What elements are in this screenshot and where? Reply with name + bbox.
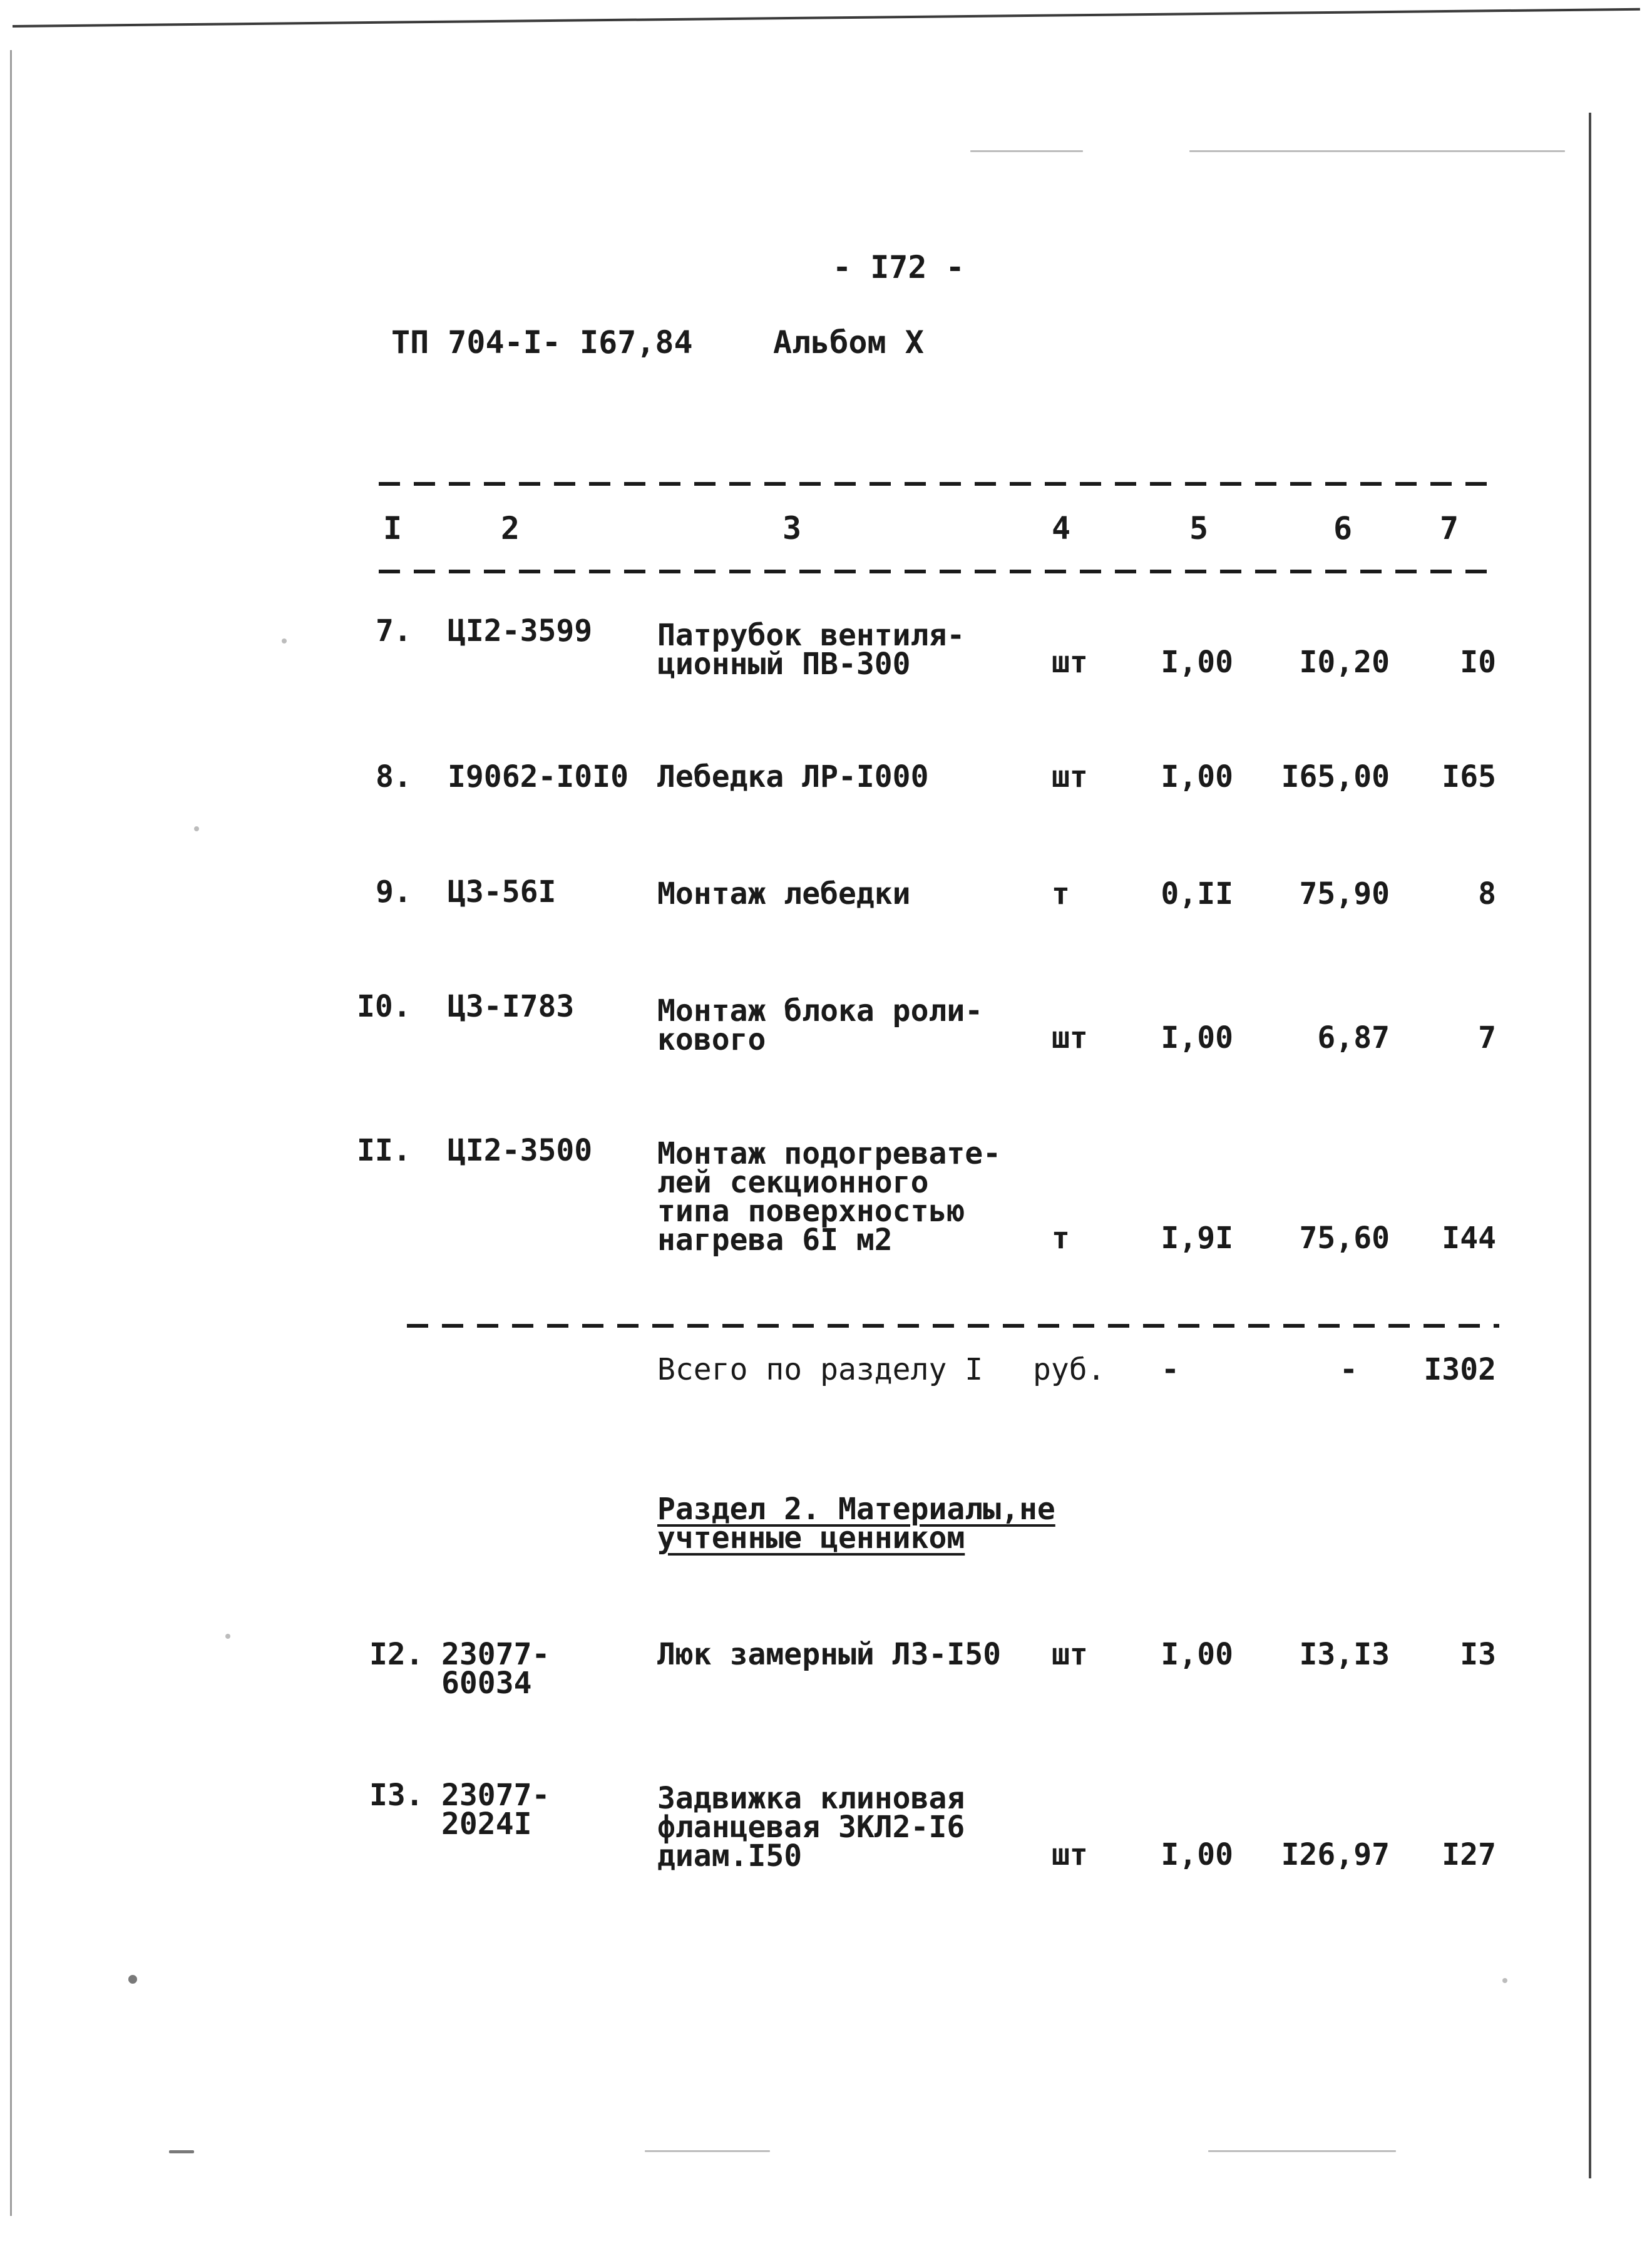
row-12-qty: I,00 (1161, 1637, 1233, 1672)
row-10-price: 6,87 (1317, 1020, 1390, 1055)
scan-speck (970, 150, 1083, 152)
scan-speck (282, 638, 287, 643)
row-9-code: Ц3-56I (448, 874, 557, 910)
row-8-price: I65,00 (1281, 759, 1390, 794)
row-11-name: Монтаж подогревате- лей секционного типа поверхностью нагрева 6I м2 (657, 1136, 1002, 1258)
row-10-total: 7 (1478, 1020, 1496, 1055)
row-7-name: Патрубок вентиля- ционный ПВ-300 (657, 618, 965, 682)
scan-speck (645, 2150, 770, 2152)
subtotal-rule (407, 1324, 1499, 1328)
row-13-no: I3. (369, 1778, 424, 1813)
row-11-price: 75,60 (1299, 1221, 1390, 1256)
column-header-6: 6 (1333, 510, 1353, 546)
row-8-unit: шт (1052, 759, 1088, 794)
subtotal-unit: руб. (1033, 1352, 1106, 1387)
row-12-price: I3,I3 (1299, 1637, 1390, 1672)
row-13-unit: шт (1052, 1837, 1088, 1872)
section-2-title: Раздел 2. Материалы,не учтенные ценником (657, 1492, 1055, 1556)
row-8-code: I9062-I0I0 (448, 759, 628, 794)
row-11-unit: т (1052, 1221, 1070, 1256)
scan-speck (169, 2150, 194, 2153)
row-13-name: Задвижка клиновая фланцевая ЗКЛ2-I6 диам.I50 (657, 1781, 965, 1874)
row-8-total: I65 (1442, 759, 1496, 794)
row-13-price: I26,97 (1281, 1837, 1390, 1872)
row-10-unit: шт (1052, 1020, 1088, 1055)
subtotal-price: - (1340, 1352, 1358, 1387)
scan-speck (225, 1634, 230, 1639)
row-10-qty: I,00 (1161, 1020, 1233, 1055)
row-11-qty: I,9I (1161, 1221, 1233, 1256)
row-12-name: Люк замерный ЛЗ-I50 (657, 1637, 1002, 1672)
row-8-qty: I,00 (1161, 759, 1233, 794)
row-13-qty: I,00 (1161, 1837, 1233, 1872)
page-left-edge (10, 50, 12, 2216)
scan-speck (128, 1975, 137, 1984)
row-9-no: 9. (376, 874, 412, 910)
row-7-code: ЦI2-3599 (448, 613, 593, 649)
row-8-name: Лебедка ЛР-I000 (657, 759, 929, 794)
row-10-name: Монтаж блока роли- кового (657, 993, 983, 1057)
row-12-unit: шт (1052, 1637, 1088, 1672)
page-right-edge (1589, 113, 1591, 2178)
column-header-4: 4 (1052, 510, 1071, 546)
row-13-total: I27 (1442, 1837, 1496, 1872)
page-top-edge (13, 8, 1640, 28)
page-number: - I72 - (833, 249, 965, 285)
header-top-rule (379, 482, 1499, 486)
row-12-no: I2. (369, 1637, 424, 1672)
document-code: ТП 704-I- I67,84 (391, 324, 693, 361)
header-bottom-rule (379, 570, 1499, 573)
column-header-3: 3 (782, 510, 802, 546)
row-10-no: I0. (357, 989, 411, 1024)
row-9-name: Монтаж лебедки (657, 876, 911, 911)
row-12-code: 23077- 60034 (441, 1637, 550, 1701)
scan-speck (1208, 2150, 1396, 2152)
column-header-7: 7 (1440, 510, 1459, 546)
row-7-qty: I,00 (1161, 645, 1233, 680)
row-11-no: II. (357, 1133, 411, 1168)
scan-speck (1502, 1978, 1507, 1983)
row-7-no: 7. (376, 613, 412, 649)
album-label: Альбом X (773, 324, 924, 361)
column-header-2: 2 (501, 510, 520, 546)
row-13-code: 23077- 2024I (441, 1778, 550, 1842)
scan-speck (194, 826, 199, 831)
scan-speck (1189, 150, 1565, 152)
column-header-1: I (383, 510, 403, 546)
row-9-unit: т (1052, 876, 1070, 911)
column-header-5: 5 (1189, 510, 1209, 546)
subtotal-total: I302 (1424, 1352, 1496, 1387)
row-7-total: I0 (1460, 645, 1496, 680)
row-7-price: I0,20 (1299, 645, 1390, 680)
row-7-unit: шт (1052, 645, 1088, 680)
row-9-price: 75,90 (1299, 876, 1390, 911)
row-12-total: I3 (1460, 1637, 1496, 1672)
row-9-total: 8 (1478, 876, 1496, 911)
row-11-code: ЦI2-3500 (448, 1133, 593, 1168)
row-10-code: Ц3-I783 (448, 989, 575, 1024)
subtotal-qty: - (1161, 1352, 1179, 1387)
subtotal-label: Всего по разделу I (657, 1352, 983, 1387)
row-8-no: 8. (376, 759, 412, 794)
row-11-total: I44 (1442, 1221, 1496, 1256)
row-9-qty: 0,II (1161, 876, 1233, 911)
